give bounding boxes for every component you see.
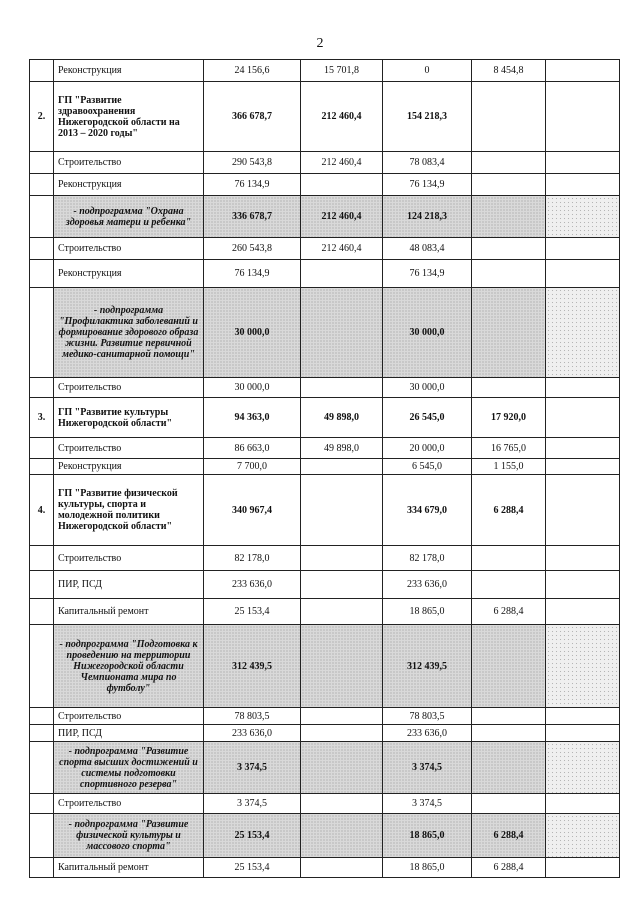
value-col-1: 260 543,8 [204, 238, 301, 260]
value-col-1: 233 636,0 [204, 725, 301, 742]
table-row [30, 546, 620, 571]
row-name: ПИР, ПСД [54, 725, 204, 742]
row-number [30, 625, 54, 708]
value-col-5 [546, 378, 620, 398]
value-col-5 [546, 238, 620, 260]
value-col-4 [472, 708, 546, 725]
row-name: Реконструкция [54, 60, 204, 82]
value-col-5 [546, 174, 620, 196]
value-col-2 [301, 742, 383, 794]
value-col-5 [546, 288, 620, 378]
row-name: - подпрограмма "Развитие спорта высших достижений и системы подготовки спортивного резерва" [54, 742, 204, 794]
value-col-4: 1 155,0 [472, 459, 546, 475]
value-col-1: 233 636,0 [204, 571, 301, 599]
row-name: Строительство [54, 546, 204, 571]
value-col-5 [546, 459, 620, 475]
row-number [30, 438, 54, 459]
table-row [30, 794, 620, 814]
value-col-2 [301, 858, 383, 878]
row-number [30, 571, 54, 599]
value-col-3: 334 679,0 [383, 475, 472, 546]
row-number [30, 260, 54, 288]
value-col-2: 212 460,4 [301, 82, 383, 152]
value-col-1: 7 700,0 [204, 459, 301, 475]
value-col-3: 76 134,9 [383, 174, 472, 196]
row-number: 2. [30, 82, 54, 152]
value-col-1: 366 678,7 [204, 82, 301, 152]
value-col-3: 18 865,0 [383, 858, 472, 878]
row-name: Строительство [54, 794, 204, 814]
value-col-4 [472, 260, 546, 288]
row-name: ГП "Развитие культуры Нижегородской области" [54, 398, 204, 438]
value-col-5 [546, 196, 620, 238]
value-col-2 [301, 725, 383, 742]
value-col-2 [301, 794, 383, 814]
value-col-1: 3 374,5 [204, 742, 301, 794]
value-col-1: 76 134,9 [204, 174, 301, 196]
value-col-1: 336 678,7 [204, 196, 301, 238]
value-col-5 [546, 571, 620, 599]
row-name: Капитальный ремонт [54, 599, 204, 625]
value-col-4 [472, 238, 546, 260]
value-col-1: 76 134,9 [204, 260, 301, 288]
row-number [30, 725, 54, 742]
value-col-5 [546, 708, 620, 725]
row-number [30, 708, 54, 725]
value-col-2 [301, 459, 383, 475]
value-col-2: 49 898,0 [301, 438, 383, 459]
value-col-4 [472, 794, 546, 814]
value-col-2 [301, 260, 383, 288]
value-col-3: 124 218,3 [383, 196, 472, 238]
value-col-3: 48 083,4 [383, 238, 472, 260]
row-number: 4. [30, 475, 54, 546]
value-col-5 [546, 814, 620, 858]
value-col-4 [472, 725, 546, 742]
value-col-3: 18 865,0 [383, 814, 472, 858]
value-col-4: 8 454,8 [472, 60, 546, 82]
value-col-5 [546, 546, 620, 571]
table-row [30, 625, 620, 708]
value-col-3: 3 374,5 [383, 742, 472, 794]
value-col-2 [301, 378, 383, 398]
table-row [30, 725, 620, 742]
value-col-4 [472, 378, 546, 398]
value-col-4 [472, 625, 546, 708]
value-col-3: 78 803,5 [383, 708, 472, 725]
value-col-2 [301, 708, 383, 725]
table-row [30, 196, 620, 238]
value-col-3: 6 545,0 [383, 459, 472, 475]
row-number [30, 378, 54, 398]
value-col-4 [472, 82, 546, 152]
row-name: Строительство [54, 152, 204, 174]
value-col-2: 15 701,8 [301, 60, 383, 82]
page-number: 2 [316, 36, 324, 51]
value-col-4 [472, 546, 546, 571]
table-row [30, 238, 620, 260]
value-col-4 [472, 174, 546, 196]
row-name: - подпрограмма "Охрана здоровья матери и ребенка" [54, 196, 204, 238]
row-number [30, 814, 54, 858]
row-number [30, 459, 54, 475]
value-col-3: 233 636,0 [383, 571, 472, 599]
table-row [30, 378, 620, 398]
value-col-2 [301, 814, 383, 858]
value-col-5 [546, 82, 620, 152]
value-col-3: 154 218,3 [383, 82, 472, 152]
row-number [30, 288, 54, 378]
value-col-3: 312 439,5 [383, 625, 472, 708]
value-col-2 [301, 546, 383, 571]
value-col-4 [472, 288, 546, 378]
row-number [30, 742, 54, 794]
table-row [30, 398, 620, 438]
table-row [30, 82, 620, 152]
value-col-1: 3 374,5 [204, 794, 301, 814]
value-col-1: 25 153,4 [204, 858, 301, 878]
table-row [30, 742, 620, 794]
value-col-3: 3 374,5 [383, 794, 472, 814]
table-row [30, 438, 620, 459]
value-col-2: 212 460,4 [301, 152, 383, 174]
value-col-5 [546, 742, 620, 794]
value-col-3: 18 865,0 [383, 599, 472, 625]
row-name: Строительство [54, 378, 204, 398]
row-number [30, 152, 54, 174]
value-col-5 [546, 858, 620, 878]
value-col-1: 25 153,4 [204, 814, 301, 858]
value-col-1: 30 000,0 [204, 288, 301, 378]
row-name: - подпрограмма "Подготовка к проведению на территории Нижегородской области Чемпионата мира по футболу" [54, 625, 204, 708]
value-col-4 [472, 196, 546, 238]
value-col-1: 94 363,0 [204, 398, 301, 438]
value-col-5 [546, 398, 620, 438]
value-col-2 [301, 288, 383, 378]
row-number [30, 60, 54, 82]
value-col-3: 78 083,4 [383, 152, 472, 174]
value-col-2 [301, 571, 383, 599]
value-col-5 [546, 152, 620, 174]
row-name: ГП "Развитие здравоохранения Нижегородской области на 2013 – 2020 годы" [54, 82, 204, 152]
row-name: Капитальный ремонт [54, 858, 204, 878]
value-col-1: 30 000,0 [204, 378, 301, 398]
value-col-4 [472, 742, 546, 794]
row-number [30, 546, 54, 571]
row-name: Строительство [54, 238, 204, 260]
value-col-5 [546, 260, 620, 288]
table-row [30, 858, 620, 878]
value-col-5 [546, 60, 620, 82]
value-col-4: 6 288,4 [472, 858, 546, 878]
value-col-2: 212 460,4 [301, 196, 383, 238]
row-number [30, 174, 54, 196]
value-col-1: 290 543,8 [204, 152, 301, 174]
value-col-2 [301, 625, 383, 708]
row-name: ПИР, ПСД [54, 571, 204, 599]
value-col-1: 82 178,0 [204, 546, 301, 571]
row-name: Строительство [54, 438, 204, 459]
row-number [30, 238, 54, 260]
value-col-5 [546, 625, 620, 708]
row-name: - подпрограмма "Профилактика заболеваний и формирование здорового образа жизни. Развитие первичной медико-санитарной помощи" [54, 288, 204, 378]
value-col-4: 16 765,0 [472, 438, 546, 459]
value-col-1: 312 439,5 [204, 625, 301, 708]
row-number [30, 858, 54, 878]
value-col-3: 26 545,0 [383, 398, 472, 438]
value-col-4: 17 920,0 [472, 398, 546, 438]
row-name: Строительство [54, 708, 204, 725]
row-name: Реконструкция [54, 260, 204, 288]
value-col-4: 6 288,4 [472, 475, 546, 546]
value-col-2 [301, 174, 383, 196]
table-row [30, 260, 620, 288]
value-col-1: 24 156,6 [204, 60, 301, 82]
value-col-1: 78 803,5 [204, 708, 301, 725]
value-col-3: 30 000,0 [383, 378, 472, 398]
row-name: ГП "Развитие физической культуры, спорта и молодежной политики Нижегородской области" [54, 475, 204, 546]
value-col-4: 6 288,4 [472, 599, 546, 625]
table-row [30, 152, 620, 174]
row-number [30, 196, 54, 238]
row-name: - подпрограмма "Развитие физической культуры и массового спорта" [54, 814, 204, 858]
table-row [30, 599, 620, 625]
value-col-2: 212 460,4 [301, 238, 383, 260]
value-col-5 [546, 794, 620, 814]
table-row [30, 708, 620, 725]
value-col-4 [472, 152, 546, 174]
row-number [30, 794, 54, 814]
value-col-2 [301, 599, 383, 625]
value-col-5 [546, 725, 620, 742]
table-row [30, 814, 620, 858]
value-col-3: 76 134,9 [383, 260, 472, 288]
row-number: 3. [30, 398, 54, 438]
value-col-1: 25 153,4 [204, 599, 301, 625]
value-col-3: 82 178,0 [383, 546, 472, 571]
row-number [30, 599, 54, 625]
value-col-2: 49 898,0 [301, 398, 383, 438]
row-name: Реконструкция [54, 459, 204, 475]
value-col-1: 340 967,4 [204, 475, 301, 546]
table-row [30, 288, 620, 378]
value-col-2 [301, 475, 383, 546]
value-col-5 [546, 475, 620, 546]
value-col-3: 233 636,0 [383, 725, 472, 742]
table-row [30, 459, 620, 475]
table-row [30, 475, 620, 546]
value-col-4: 6 288,4 [472, 814, 546, 858]
value-col-3: 0 [383, 60, 472, 82]
value-col-4 [472, 571, 546, 599]
table-row [30, 571, 620, 599]
value-col-1: 86 663,0 [204, 438, 301, 459]
value-col-5 [546, 599, 620, 625]
value-col-5 [546, 438, 620, 459]
table-row [30, 174, 620, 196]
value-col-3: 20 000,0 [383, 438, 472, 459]
table-row [30, 60, 620, 82]
row-name: Реконструкция [54, 174, 204, 196]
budget-table [29, 59, 620, 878]
value-col-3: 30 000,0 [383, 288, 472, 378]
